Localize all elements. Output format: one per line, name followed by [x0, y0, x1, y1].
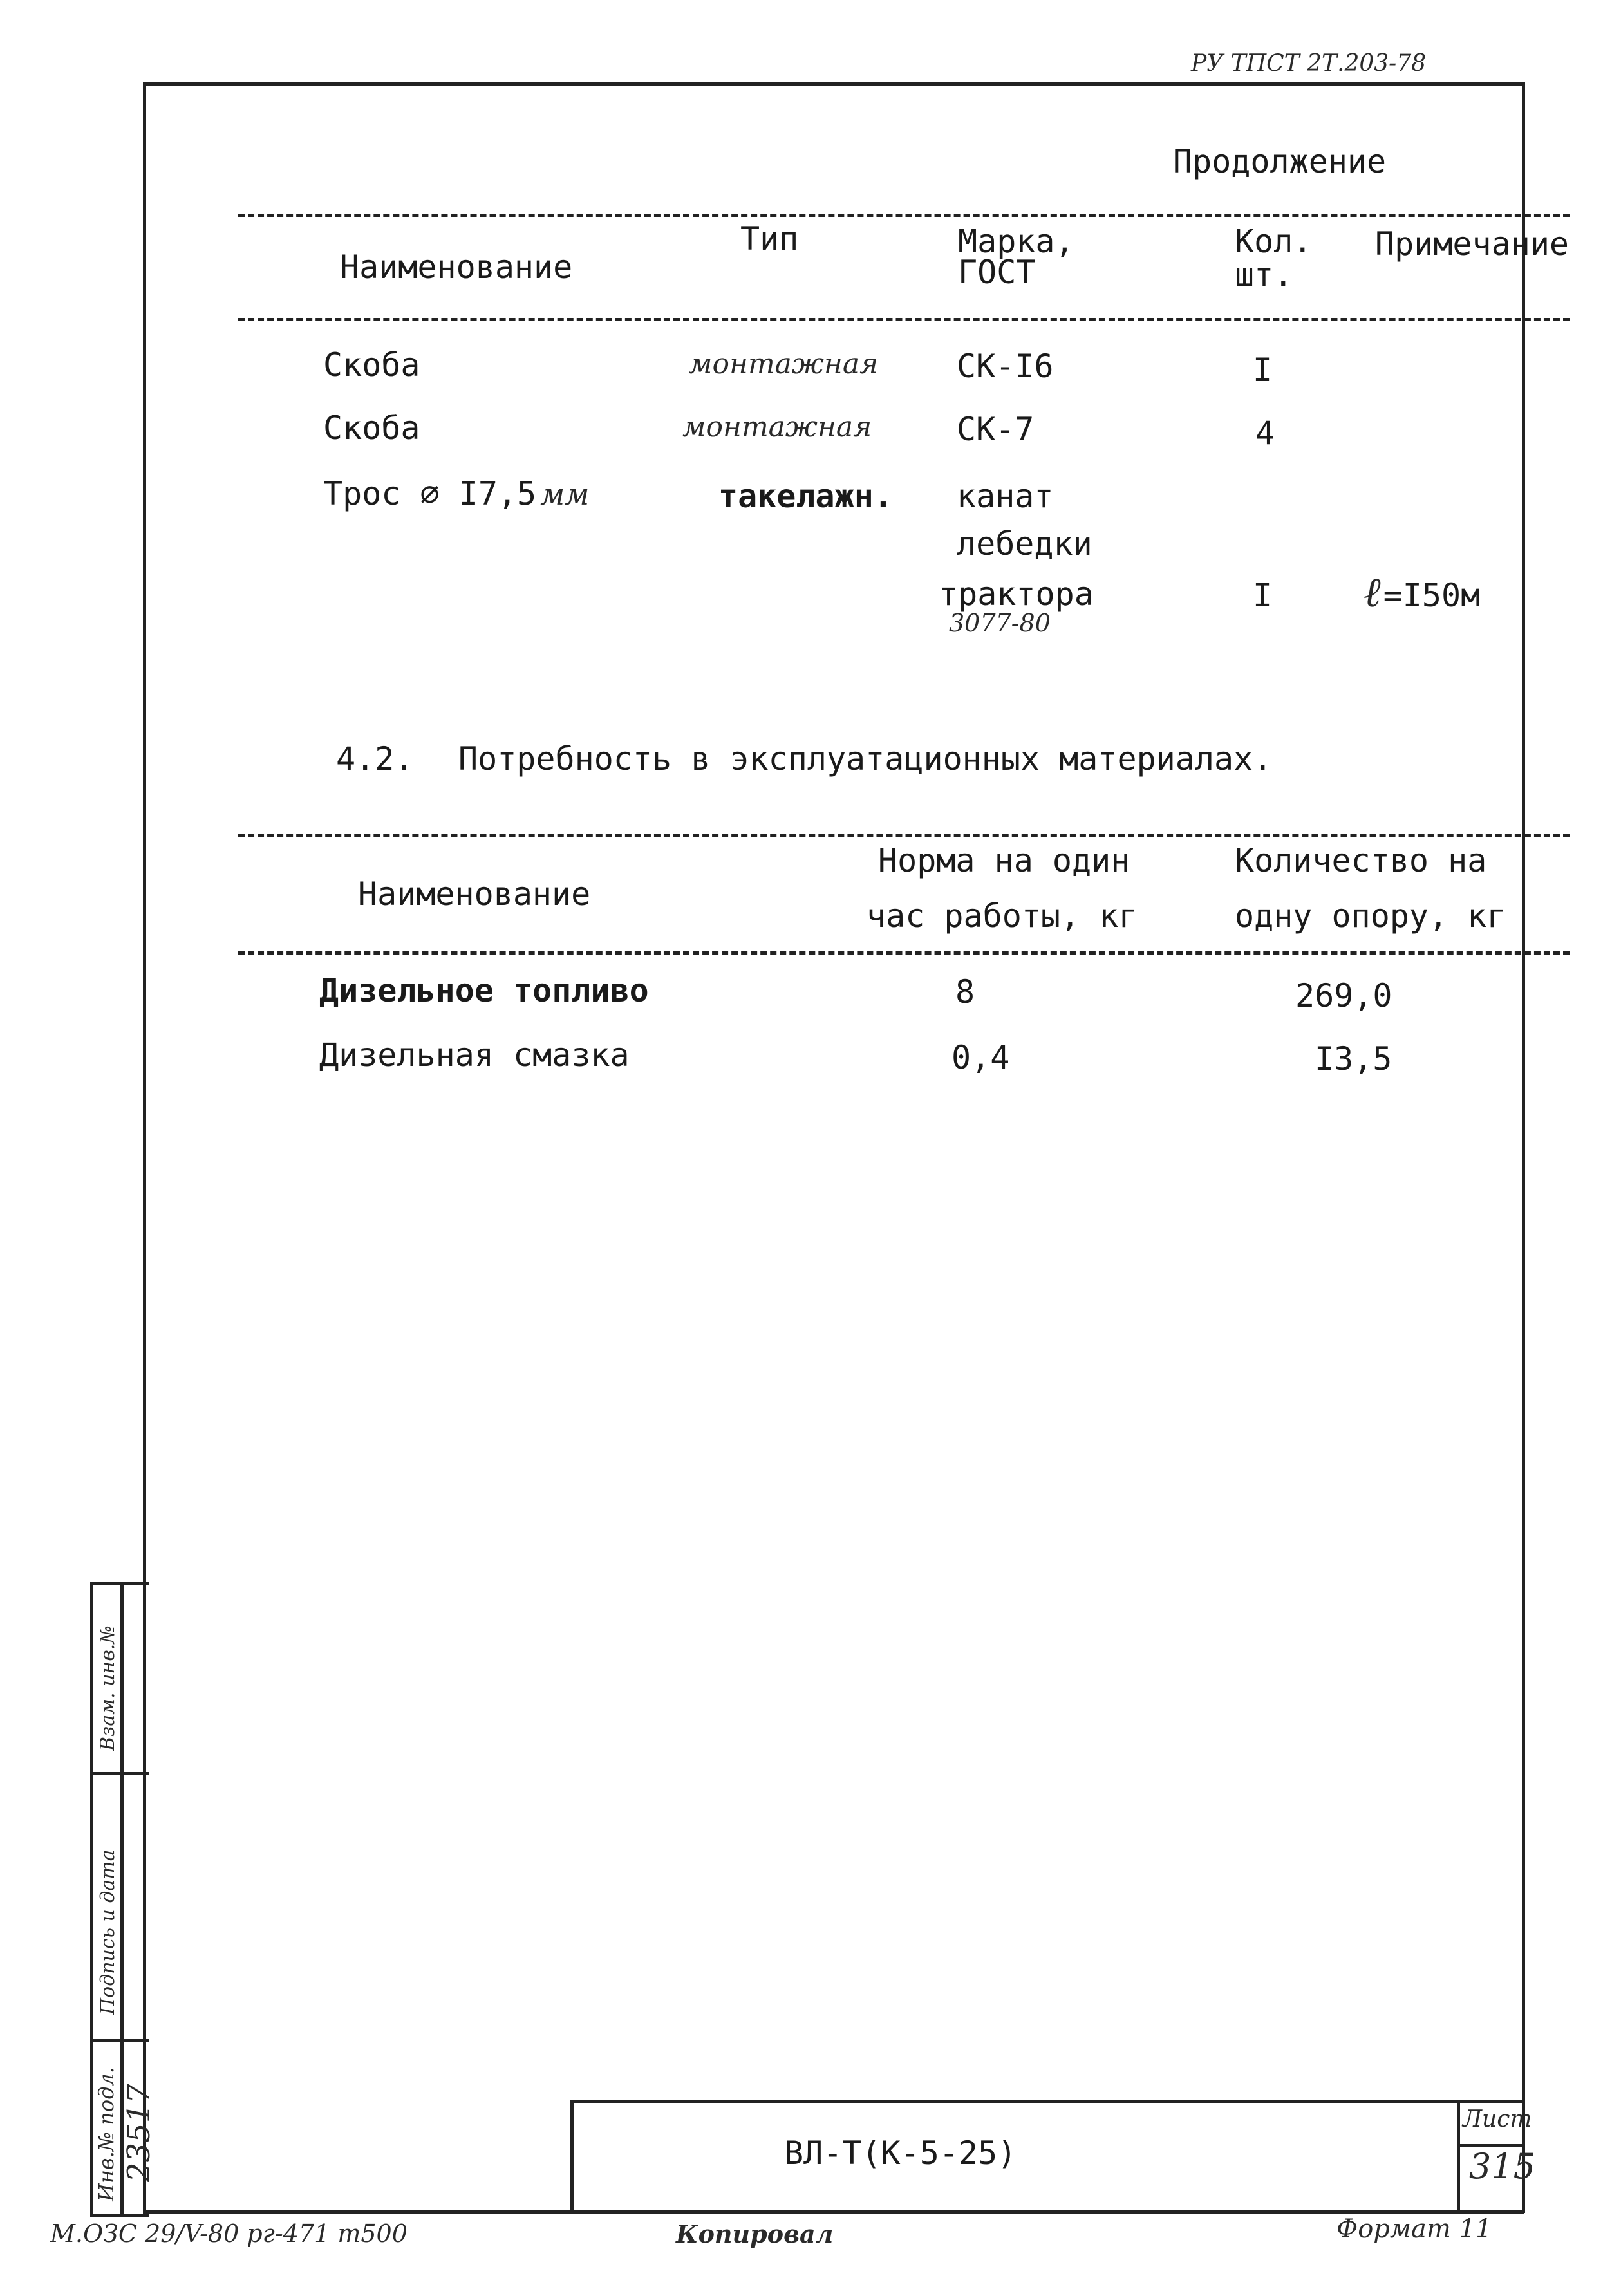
- designation: ВЛ-Т(К-5-25): [784, 2134, 1017, 2172]
- table1-top-rule: [238, 214, 1570, 217]
- table2-row2-qty: I3,5: [1315, 1040, 1392, 1078]
- margin-inv-number: 23517: [121, 2084, 157, 2182]
- table2-row2-norm: 0,4: [951, 1039, 1010, 1076]
- table2-col-qty-1: Количество на: [1235, 842, 1487, 879]
- table1-row3-mark-4: 3077-80: [949, 609, 1051, 637]
- table1-col-qty-1: Кол.: [1235, 223, 1313, 260]
- sheet-label: Лист: [1463, 2106, 1532, 2133]
- table1-row2-name: Скоба: [323, 409, 420, 447]
- table2-col-qty-2: одну опору, кг: [1235, 897, 1506, 935]
- table1-row3-name-unit: мм: [540, 477, 590, 512]
- table1-col-mark-2: ГОСТ: [958, 254, 1036, 291]
- table1-header-rule: [238, 318, 1570, 321]
- table1-row3-mark-1: канат: [957, 478, 1054, 515]
- frame-right-border: [1522, 82, 1525, 2213]
- table1-row3-mark-3: трактора: [939, 575, 1094, 613]
- table2-col-norm-1: Норма на один: [878, 842, 1130, 879]
- document-code: РУ ТПСТ 2Т.203-78: [1191, 50, 1427, 77]
- margin-vzam-label: Взам. инв.№: [97, 1625, 119, 1751]
- footer-copied: Копировал: [676, 2219, 834, 2248]
- table2-header-rule: [238, 951, 1570, 955]
- table1-col-type: Тип: [740, 220, 799, 257]
- footer-format: Формат 11: [1336, 2214, 1492, 2244]
- table2-col-norm-2: час работы, кг: [867, 897, 1138, 935]
- table1-row1-qty: I: [1253, 351, 1273, 389]
- table2-row1-qty: 269,0: [1295, 977, 1392, 1014]
- frame-top-border: [143, 82, 1524, 86]
- title-block: [570, 2100, 1525, 2214]
- table1-row3-note-text: =I50м: [1383, 577, 1481, 614]
- section-title: Потребность в эксплуатационных материалах.: [458, 740, 1273, 778]
- table1-row2-mark: СК-7: [957, 411, 1035, 448]
- table1-col-note: Примечание: [1375, 225, 1570, 263]
- title-block-divider: [1457, 2103, 1460, 2214]
- footer-order: М.ОЗС 29/V-80 рг-471 т500: [50, 2219, 408, 2248]
- table1-row2-type: монтажная: [682, 411, 872, 443]
- table1-col-mark-1: Марка,: [958, 223, 1074, 260]
- table1-row1-name: Скоба: [323, 346, 420, 384]
- margin-inv-label: Инв.№ подл.: [94, 2067, 118, 2201]
- table1-row3-name: [323, 475, 589, 512]
- table1-col-name: Наименование: [340, 248, 573, 286]
- table2-row1-name: Дизельное топливо: [319, 972, 649, 1009]
- table2-top-rule: [238, 834, 1570, 837]
- table1-row1-type: монтажная: [689, 348, 879, 380]
- table1-row2-qty: 4: [1255, 415, 1275, 452]
- table1-row1-mark: СК-I6: [957, 348, 1054, 385]
- table1-row3-note: [1364, 569, 1480, 617]
- section-number: 4.2.: [336, 740, 414, 778]
- table2-row1-norm: 8: [955, 973, 975, 1011]
- margin-sign-label: Подпись и дата: [97, 1849, 119, 2015]
- table2-col-name: Наименование: [358, 875, 591, 913]
- table2-row2-name: Дизельная смазка: [319, 1036, 630, 1074]
- continuation-label: Продолжение: [1173, 143, 1387, 180]
- table1-row3-name-text: Трос ∅ I7,5: [323, 475, 537, 512]
- table1-row3-qty: I: [1253, 577, 1273, 614]
- length-symbol: ℓ: [1364, 569, 1381, 617]
- table1-col-qty-2: шт.: [1235, 256, 1293, 294]
- table1-row3-mark-2: лебедки: [957, 525, 1092, 563]
- sheet-number: 315: [1469, 2146, 1536, 2187]
- table1-row3-type: такелажн.: [718, 478, 893, 515]
